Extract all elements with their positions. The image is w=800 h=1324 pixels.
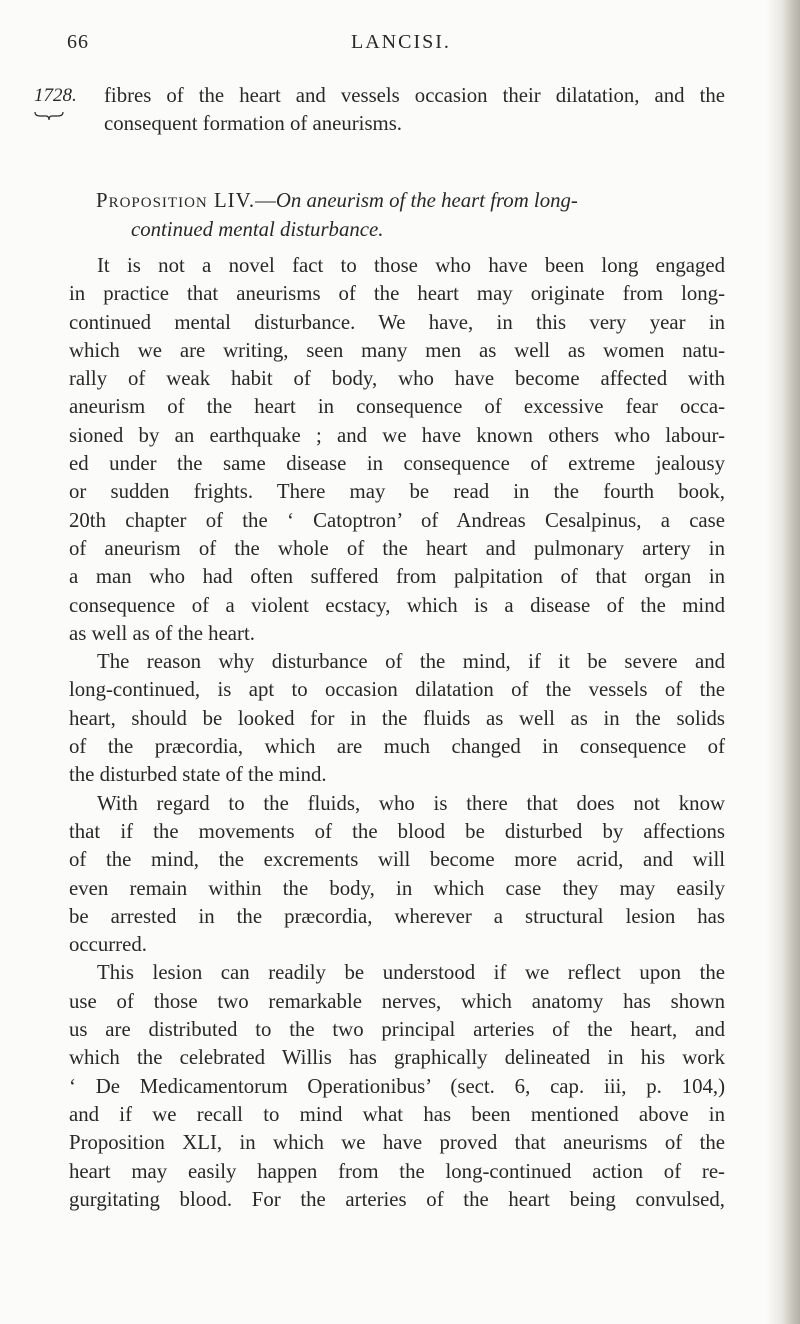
text-line: or sudden frights. There may be read in the fourth book,	[69, 480, 725, 504]
text-line: consequence of a violent ecstacy, which is a disease of the mind	[69, 593, 725, 617]
text-line: the disturbed state of the mind.	[69, 763, 327, 787]
text-line: fibres of the heart and vessels occasion their dilatation, and the	[104, 84, 725, 107]
text-line: that if the movements of the blood be disturbed by affections	[69, 819, 725, 843]
text-line: of aneurism of the whole of the heart and pulmonary artery in	[69, 536, 725, 560]
proposition-heading: Proposition LIV.—On aneurism of the heart from long- continued mental disturbance.	[96, 186, 716, 244]
running-head: LANCISI.	[351, 31, 451, 53]
text-line: ‘ De Medicamentorum Operationibus’ (sect. 6, cap. iii, p. 104,)	[69, 1074, 725, 1098]
text-line: us are distributed to the two principal arteries of the heart, and	[69, 1018, 725, 1042]
page-edge-shadow	[766, 0, 800, 1324]
text-line: and if we recall to mind what has been mentioned above in	[69, 1102, 725, 1126]
text-line: long-continued, is apt to occasion dilatation of the vessels of the	[69, 678, 725, 702]
text-line: It is not a novel fact to those who have been long engaged	[97, 254, 725, 277]
proposition-title-line1: On aneurism of the heart from long-	[275, 189, 578, 212]
text-line: aneurism of the heart in consequence of excessive fear occa-	[69, 395, 725, 419]
text-line: continued mental disturbance. We have, in this very year in	[69, 310, 725, 334]
text-line: a man who had often suffered from palpitation of that organ in	[69, 565, 725, 589]
text-line: of the mind, the excrements will become more acrid, and will	[69, 848, 725, 872]
page-number: 66	[67, 31, 89, 53]
text-line: With regard to the fluids, who is there that does not know	[97, 791, 725, 815]
text-line: heart may easily happen from the long-continued action of re-	[69, 1159, 725, 1183]
text-line: which the celebrated Willis has graphically delineated in his work	[69, 1046, 725, 1070]
text-line: as well as of the heart.	[69, 621, 255, 645]
text-line: The reason why disturbance of the mind, if it be severe and	[97, 650, 725, 674]
proposition-label: Proposition LIV.	[96, 189, 256, 212]
text-line: 20th chapter of the ‘ Catoptron’ of Andreas Cesalpinus, a case	[69, 508, 725, 532]
opening-text	[69, 82, 725, 139]
text-line: heart, should be looked for in the fluids as well as in the solids	[69, 706, 725, 730]
page-header	[0, 31, 800, 63]
text-line: occurred.	[69, 933, 147, 957]
text-line: of the præcordia, which are much changed in consequence of	[69, 735, 725, 759]
margin-year: 1728.	[34, 85, 77, 106]
text-line: ed under the same disease in consequence of extreme jealousy	[69, 452, 725, 476]
text-line: in practice that aneurisms of the heart may originate from long-	[69, 282, 725, 306]
text-line: gurgitating blood. For the arteries of the heart being convulsed,	[69, 1187, 725, 1211]
margin-brace-icon	[34, 111, 64, 121]
text-line: This lesion can readily be understood if we reflect upon the	[97, 961, 725, 985]
text-line: even remain within the body, in which case they may easily	[69, 876, 725, 900]
text-line: Proposition XLI, in which we have proved that aneurisms of the	[69, 1131, 725, 1155]
proposition-title-line2: continued mental disturbance.	[131, 218, 384, 241]
text-line: use of those two remarkable nerves, which anatomy has shown	[69, 989, 725, 1013]
text-line: be arrested in the præcordia, wherever a structural lesion has	[69, 904, 725, 928]
text-line: consequent formation of aneurisms.	[104, 112, 403, 136]
text-line: which we are writing, seen many men as well as women natu-	[69, 338, 725, 362]
text-line: rally of weak habit of body, who have become affected with	[69, 367, 725, 391]
text-line: sioned by an earthquake ; and we have known others who labour-	[69, 423, 725, 447]
paragraph-1	[69, 252, 725, 1214]
